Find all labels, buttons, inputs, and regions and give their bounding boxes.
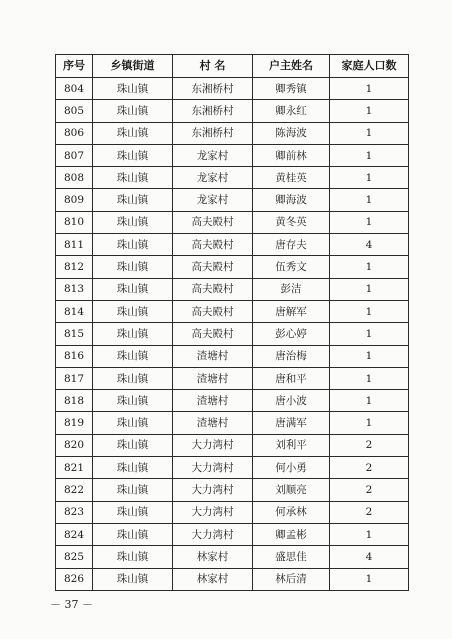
- family-size-cell: 1: [330, 100, 409, 122]
- householder-cell: 刘顺亮: [253, 479, 330, 501]
- householder-cell: 盛思佳: [253, 546, 330, 568]
- family-size-cell: 1: [330, 523, 409, 545]
- serial-number-cell: 822: [56, 479, 93, 501]
- township-cell: 珠山镇: [93, 501, 173, 523]
- township-cell: 珠山镇: [93, 457, 173, 479]
- family-size-cell: 1: [330, 300, 409, 322]
- township-cell: 珠山镇: [93, 479, 173, 501]
- village-cell: 渣塘村: [173, 390, 253, 412]
- householder-cell: 唐和平: [253, 367, 330, 389]
- township-cell: 珠山镇: [93, 323, 173, 345]
- household-table: [55, 54, 409, 591]
- village-cell: 东湘桥村: [173, 78, 253, 100]
- table-row: [56, 323, 409, 345]
- village-cell: 东湘桥村: [173, 122, 253, 144]
- family-size-cell: 1: [330, 211, 409, 233]
- family-size-cell: 1: [330, 256, 409, 278]
- table-row: [56, 100, 409, 122]
- township-cell: 珠山镇: [93, 546, 173, 568]
- village-cell: 渣塘村: [173, 345, 253, 367]
- township-cell: 珠山镇: [93, 144, 173, 166]
- serial-number-cell: 817: [56, 367, 93, 389]
- serial-number-cell: 812: [56, 256, 93, 278]
- serial-number-cell: 826: [56, 568, 93, 590]
- township-cell: 珠山镇: [93, 412, 173, 434]
- serial-number-cell: 823: [56, 501, 93, 523]
- village-cell: 渣塘村: [173, 367, 253, 389]
- table-row: [56, 122, 409, 144]
- village-cell: 林家村: [173, 568, 253, 590]
- header-township: 乡镇街道: [93, 55, 173, 78]
- householder-cell: 黄冬英: [253, 211, 330, 233]
- page-number: － 37 －: [50, 598, 93, 611]
- householder-cell: 唐小波: [253, 390, 330, 412]
- table-row: [56, 479, 409, 501]
- family-size-cell: 1: [330, 167, 409, 189]
- family-size-cell: 1: [330, 345, 409, 367]
- table-row: [56, 300, 409, 322]
- serial-number-cell: 809: [56, 189, 93, 211]
- township-cell: 珠山镇: [93, 211, 173, 233]
- village-cell: 大力湾村: [173, 501, 253, 523]
- table-row: [56, 189, 409, 211]
- family-size-cell: 1: [330, 78, 409, 100]
- table-row: [56, 144, 409, 166]
- table-row: [56, 412, 409, 434]
- table-row: [56, 546, 409, 568]
- table-row: [56, 501, 409, 523]
- township-cell: 珠山镇: [93, 122, 173, 144]
- serial-number-cell: 811: [56, 234, 93, 256]
- householder-cell: 何承林: [253, 501, 330, 523]
- village-cell: 渣塘村: [173, 412, 253, 434]
- table-row: [56, 523, 409, 545]
- family-size-cell: 1: [330, 412, 409, 434]
- family-size-cell: 2: [330, 457, 409, 479]
- table-row: [56, 256, 409, 278]
- table-row: [56, 457, 409, 479]
- householder-cell: 唐满军: [253, 412, 330, 434]
- family-size-cell: 1: [330, 189, 409, 211]
- township-cell: 珠山镇: [93, 189, 173, 211]
- township-cell: 珠山镇: [93, 100, 173, 122]
- township-cell: 珠山镇: [93, 523, 173, 545]
- header-family-size: 家庭人口数: [330, 55, 409, 78]
- village-cell: 高夫殿村: [173, 323, 253, 345]
- table-row: [56, 434, 409, 456]
- householder-cell: 卿前林: [253, 144, 330, 166]
- householder-cell: 卿孟彬: [253, 523, 330, 545]
- householder-cell: 卿秀镇: [253, 78, 330, 100]
- serial-number-cell: 814: [56, 300, 93, 322]
- table-row: [56, 211, 409, 233]
- township-cell: 珠山镇: [93, 300, 173, 322]
- table-row: [56, 78, 409, 100]
- serial-number-cell: 818: [56, 390, 93, 412]
- village-cell: 高夫殿村: [173, 278, 253, 300]
- serial-number-cell: 825: [56, 546, 93, 568]
- family-size-cell: 2: [330, 501, 409, 523]
- serial-number-cell: 806: [56, 122, 93, 144]
- serial-number-cell: 824: [56, 523, 93, 545]
- village-cell: 龙家村: [173, 167, 253, 189]
- householder-cell: 彭洁: [253, 278, 330, 300]
- householder-cell: 林后清: [253, 568, 330, 590]
- serial-number-cell: 808: [56, 167, 93, 189]
- header-householder: 户主姓名: [253, 55, 330, 78]
- table-row: [56, 167, 409, 189]
- family-size-cell: 1: [330, 323, 409, 345]
- householder-cell: 卿海波: [253, 189, 330, 211]
- township-cell: 珠山镇: [93, 256, 173, 278]
- family-size-cell: 1: [330, 568, 409, 590]
- village-cell: 高夫殿村: [173, 234, 253, 256]
- village-cell: 东湘桥村: [173, 100, 253, 122]
- family-size-cell: 2: [330, 434, 409, 456]
- family-size-cell: 1: [330, 278, 409, 300]
- family-size-cell: 1: [330, 390, 409, 412]
- village-cell: 大力湾村: [173, 479, 253, 501]
- family-size-cell: 4: [330, 546, 409, 568]
- householder-cell: 何小勇: [253, 457, 330, 479]
- table-row: [56, 278, 409, 300]
- township-cell: 珠山镇: [93, 278, 173, 300]
- serial-number-cell: 805: [56, 100, 93, 122]
- family-size-cell: 2: [330, 479, 409, 501]
- village-cell: 大力湾村: [173, 457, 253, 479]
- family-size-cell: 4: [330, 234, 409, 256]
- householder-cell: 唐治梅: [253, 345, 330, 367]
- serial-number-cell: 813: [56, 278, 93, 300]
- householder-cell: 刘利平: [253, 434, 330, 456]
- serial-number-cell: 816: [56, 345, 93, 367]
- township-cell: 珠山镇: [93, 234, 173, 256]
- header-row: [56, 55, 409, 78]
- householder-cell: 卿永红: [253, 100, 330, 122]
- serial-number-cell: 810: [56, 211, 93, 233]
- township-cell: 珠山镇: [93, 78, 173, 100]
- table-row: [56, 345, 409, 367]
- township-cell: 珠山镇: [93, 434, 173, 456]
- householder-cell: 伍秀文: [253, 256, 330, 278]
- village-cell: 高夫殿村: [173, 256, 253, 278]
- family-size-cell: 1: [330, 122, 409, 144]
- family-size-cell: 1: [330, 144, 409, 166]
- serial-number-cell: 804: [56, 78, 93, 100]
- table-row: [56, 367, 409, 389]
- table-row: [56, 234, 409, 256]
- householder-cell: 黄桂英: [253, 167, 330, 189]
- table-header: [56, 55, 409, 78]
- township-cell: 珠山镇: [93, 367, 173, 389]
- village-cell: 大力湾村: [173, 434, 253, 456]
- table-row: [56, 568, 409, 590]
- householder-cell: 唐存夫: [253, 234, 330, 256]
- township-cell: 珠山镇: [93, 167, 173, 189]
- serial-number-cell: 815: [56, 323, 93, 345]
- table-body: [56, 78, 409, 591]
- serial-number-cell: 821: [56, 457, 93, 479]
- family-size-cell: 1: [330, 367, 409, 389]
- village-cell: 大力湾村: [173, 523, 253, 545]
- serial-number-cell: 819: [56, 412, 93, 434]
- township-cell: 珠山镇: [93, 390, 173, 412]
- village-cell: 高夫殿村: [173, 211, 253, 233]
- village-cell: 龙家村: [173, 144, 253, 166]
- township-cell: 珠山镇: [93, 345, 173, 367]
- township-cell: 珠山镇: [93, 568, 173, 590]
- village-cell: 林家村: [173, 546, 253, 568]
- householder-cell: 唐解军: [253, 300, 330, 322]
- village-cell: 龙家村: [173, 189, 253, 211]
- header-serial-number: 序号: [56, 55, 93, 78]
- serial-number-cell: 820: [56, 434, 93, 456]
- householder-cell: 彭心婷: [253, 323, 330, 345]
- table-row: [56, 390, 409, 412]
- householder-cell: 陈海波: [253, 122, 330, 144]
- header-village: 村 名: [173, 55, 253, 78]
- village-cell: 高夫殿村: [173, 300, 253, 322]
- serial-number-cell: 807: [56, 144, 93, 166]
